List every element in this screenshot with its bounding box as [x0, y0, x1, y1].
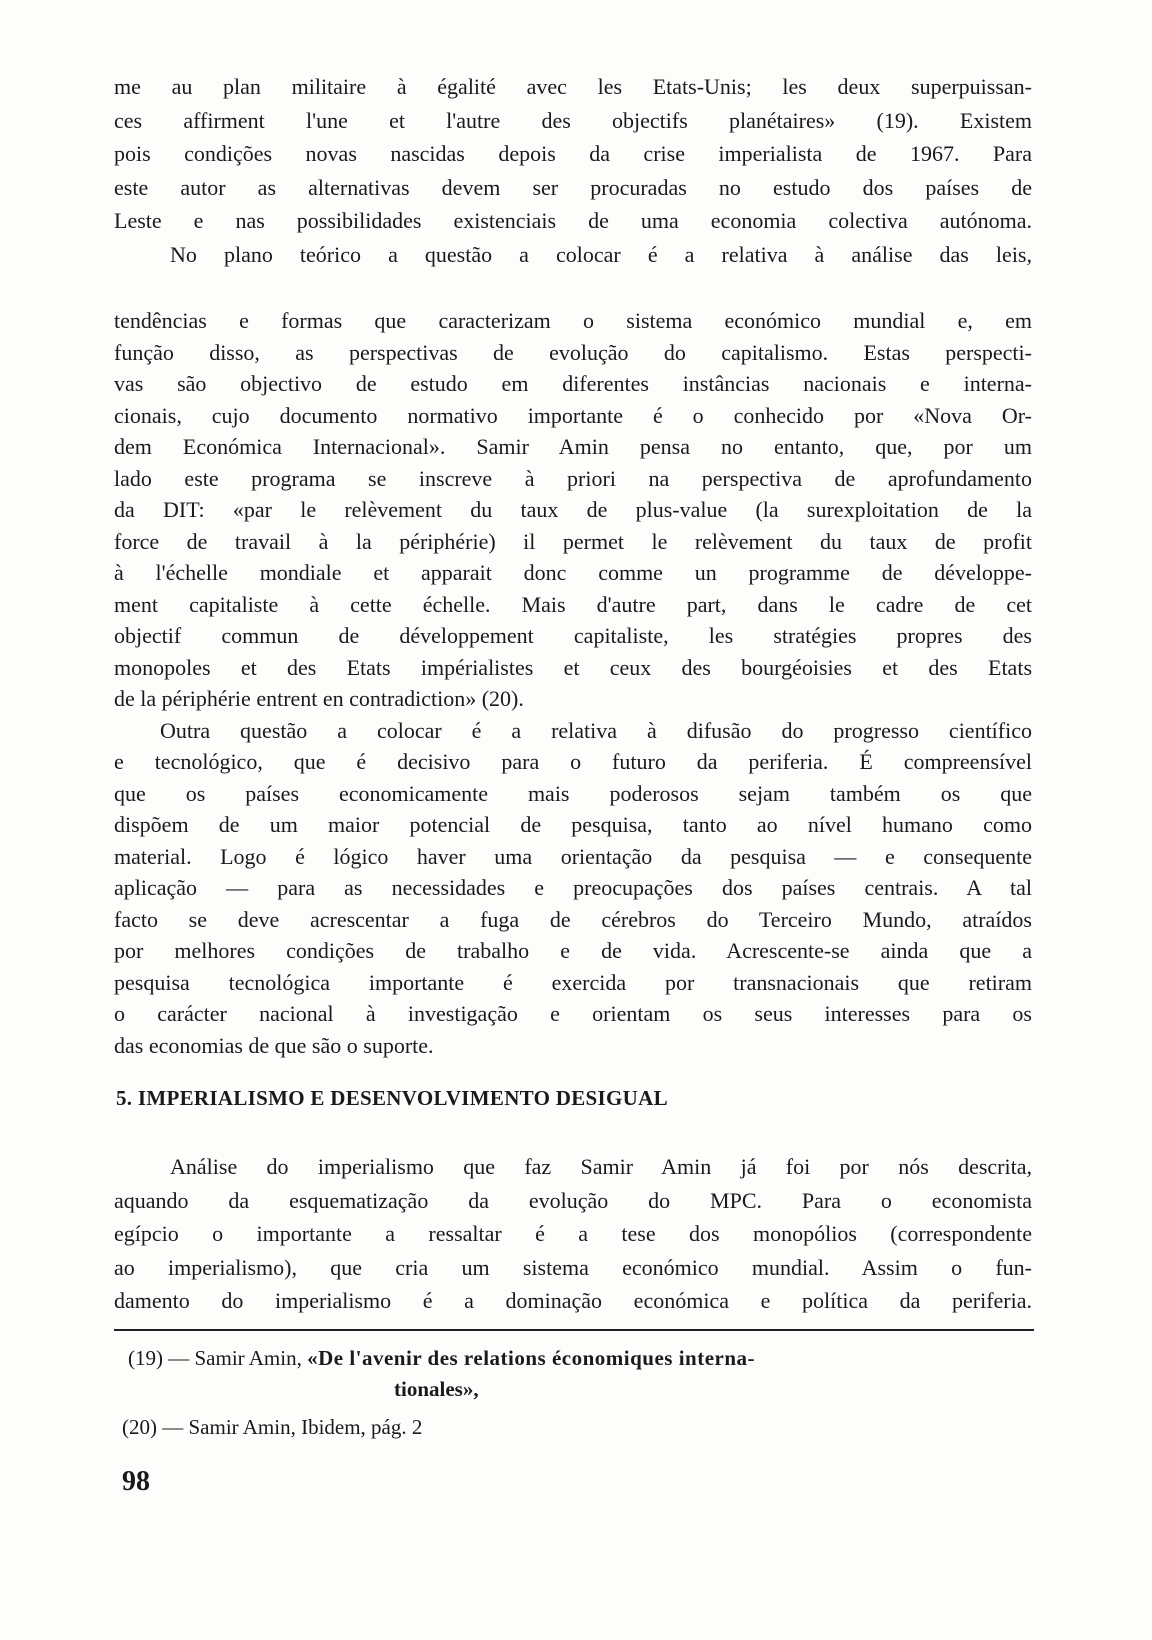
text-line: este autor as alternativas devem ser procuradas no estudo dos países de [114, 174, 1032, 200]
footnote-19 [128, 1343, 1038, 1373]
text-line: e tecnológico, que é decisivo para o futuro da periferia. É compreensível [114, 749, 1032, 774]
text-line: dispõem de um maior potencial de pesquisa, tanto ao nível humano como [114, 812, 1032, 837]
text-line: dem Económica Internacional». Samir Amin pensa no entanto, que, por um [114, 434, 1032, 459]
text-line: cionais, cujo documento normativo importante é o conhecido por «Nova Or- [114, 402, 1032, 428]
text-line: pesquisa tecnológica importante é exercida por transnacionais que retiram [114, 969, 1032, 995]
text-line: Leste e nas possibilidades existenciais de uma economia colectiva autónoma. [114, 208, 1032, 234]
text-line: damento do imperialismo é a dominação económica e política da periferia. [114, 1288, 1032, 1313]
text-line: de la périphérie entrent en contradiction» (20). [114, 686, 524, 711]
text-line: tendências e formas que caracterizam o sistema económico mundial e, em [114, 308, 1032, 333]
footnote-19-ref: (19) — Samir Amin, [128, 1346, 302, 1370]
text-line: o carácter nacional à investigação e orientam os seus interesses para os [114, 1001, 1032, 1026]
text-line: função disso, as perspectivas de evolução do capitalismo. Estas perspecti- [114, 339, 1032, 365]
text-line: vas são objectivo de estudo em diferentes instâncias nacionais e interna- [114, 371, 1032, 396]
text-line: egípcio o importante a ressaltar é a tese dos monopólios (correspondente [114, 1221, 1032, 1246]
text-line: à l'échelle mondiale et apparait donc comme un programme de développe- [114, 560, 1032, 585]
text-line: que os países economicamente mais poderosos sejam também os que [114, 780, 1032, 806]
text-line: por melhores condições de trabalho e de vida. Acrescente-se ainda que a [114, 938, 1032, 963]
text-line: Análise do imperialismo que faz Samir Amin já foi por nós descrita, [170, 1154, 1032, 1179]
text-line: monopoles et des Etats impérialistes et ceux des bourgéoisies et des Etats [114, 654, 1032, 680]
paragraph-2 [114, 305, 1032, 1061]
text-line: aplicação — para as necessidades e preocupações dos países centrais. A tal [114, 875, 1032, 900]
text-line: material. Logo é lógico haver uma orientação da pesquisa — e consequente [114, 843, 1032, 869]
footnote-20: (20) — Samir Amin, Ibidem, pág. 2 [122, 1415, 423, 1439]
text-line: pois condições novas nascidas depois da crise imperialista de 1967. Para [114, 141, 1032, 167]
text-line: das economias de que são o suporte. [114, 1032, 434, 1058]
text-line: me au plan militaire à égalité avec les Etats-Unis; les deux superpuissan- [114, 74, 1032, 99]
footnote-divider [114, 1329, 1034, 1331]
text-line: facto se deve acrescentar a fuga de cérebros do Terceiro Mundo, atraídos [114, 906, 1032, 932]
paragraph-1 [114, 70, 1032, 272]
paragraph-3 [114, 1150, 1032, 1318]
text-line: force de travail à la périphérie) il permet le relèvement du taux de profit [114, 528, 1032, 554]
text-line: lado este programa se inscreve à priori na perspectiva de aprofundamento [114, 465, 1032, 491]
text-line: aquando da esquematização da evolução do MPC. Para o economista [114, 1187, 1032, 1213]
text-line: ao imperialismo), que cria um sistema económico mundial. Assim o fun- [114, 1254, 1032, 1280]
text-line: ces affirment l'une et l'autre des objectifs planétaires» (19). Existem [114, 107, 1032, 133]
text-line: ment capitaliste à cette échelle. Mais d'autre part, dans le cadre de cet [114, 591, 1032, 617]
footnote-19-title: «De l'avenir des relations économiques interna- [307, 1346, 756, 1370]
text-line: Outra questão a colocar é a relativa à difusão do progresso científico [160, 717, 1032, 743]
page-number: 98 [122, 1466, 150, 1497]
text-line: No plano teórico a questão a colocar é a relativa à análise das leis, [170, 241, 1032, 267]
text-line: da DIT: «par le relèvement du taux de plus-value (la surexploitation de la [114, 497, 1032, 522]
section-heading: 5. IMPERIALISMO E DESENVOLVIMENTO DESIGUAL [116, 1086, 668, 1110]
footnote-19-title-cont: tionales», [394, 1377, 479, 1401]
text-line: objectif commun de développement capitaliste, les stratégies propres des [114, 623, 1032, 648]
